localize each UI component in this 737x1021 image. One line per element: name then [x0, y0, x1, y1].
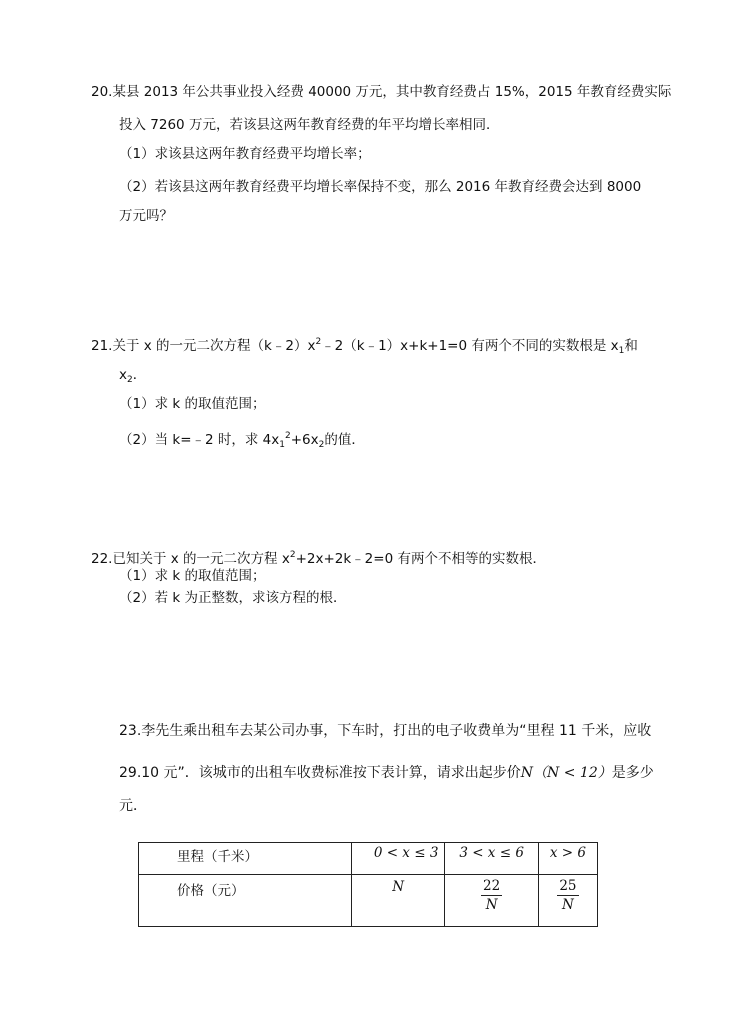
table-cell-price1: N — [352, 875, 445, 927]
table-row — [139, 843, 598, 875]
table-cell-range2: 3 < x ≤ 6 — [445, 843, 538, 875]
q22-line1-b: +2x+2k﹣2=0 有两个不相等的实数根． — [295, 551, 546, 567]
table-cell-label: 里程（千米） — [139, 843, 352, 875]
fare-table — [138, 842, 598, 927]
q21-line1 — [91, 333, 638, 360]
q22-line1-a: 22.已知关于 x 的一元二次方程 x — [91, 551, 290, 567]
q21-line2-a: x — [119, 367, 127, 383]
q23-line2-b: 是多少 — [611, 765, 654, 781]
q21-sub2: 2 — [127, 375, 133, 385]
q20-line1: 20.某县 2013 年公共事业投入经费 40000 万元，其中教育经费占 15%，2015 年教育经费实际 — [91, 84, 672, 100]
q22-line1 — [91, 546, 546, 568]
q21-line1-a: 21.关于 x 的一元二次方程（k﹣2）x — [91, 338, 316, 354]
q21-part2-b: +6x — [290, 432, 319, 448]
fraction-denominator: N — [485, 897, 498, 913]
q22-part1: （1）求 k 的取值范围； — [119, 568, 266, 584]
fraction-22-over-n — [481, 877, 502, 914]
q20-line2: 投入 7260 万元，若该县这两年教育经费的年平均增长率相同． — [119, 117, 500, 133]
q21-line1-b: ﹣2（k﹣1）x+k+1=0 有两个不同的实数根是 x — [321, 338, 619, 354]
table-cell-label: 价格（元） — [139, 875, 352, 927]
q23-line2-a: 29.10 元”．该城市的出租车收费标准按下表计算，请求出起步价 — [119, 765, 521, 781]
fraction-numerator: 22 — [483, 878, 501, 894]
q21-line1-c: 和 — [624, 338, 638, 354]
q20-part2: （2）若该县这两年教育经费平均增长率保持不变，那么 2016 年教育经费会达到 8000 — [119, 179, 642, 195]
table-row — [139, 875, 598, 927]
q21-sub1: 1 — [618, 346, 625, 356]
q21-line2-b: ． — [132, 367, 147, 383]
q21-part2 — [119, 427, 365, 454]
q21-line2 — [119, 366, 146, 389]
table-cell-price2 — [445, 875, 538, 927]
table-cell-range1: 0 < x ≤ 3 — [352, 843, 445, 875]
q21-part2-sub2: 2 — [318, 440, 325, 450]
q20-part1: （1）求该县这两年教育经费平均增长率； — [119, 146, 371, 162]
q22-sup: 2 — [289, 550, 296, 560]
q23-variable: N（N < 12） — [520, 765, 612, 781]
q21-part2-a: （2）当 k=﹣2 时，求 4x — [119, 432, 280, 448]
fraction-numerator: 25 — [559, 878, 577, 894]
q23-line3: 元． — [119, 798, 147, 814]
q23-line1: 23.李先生乘出租车去某公司办事，下车时，打出的电子收费单为“里程 11 千米，应收 — [119, 723, 652, 739]
q21-part2-sup: 2 — [285, 431, 291, 441]
q21-part2-c: 的值． — [324, 432, 365, 448]
table-cell-price3 — [538, 875, 597, 927]
q23-line2 — [119, 764, 654, 782]
q21-sup: 2 — [315, 337, 322, 347]
table-cell-range3: x > 6 — [538, 843, 597, 875]
fraction-denominator: N — [562, 897, 574, 913]
q21-part1: （1）求 k 的取值范围； — [119, 396, 266, 412]
fraction-25-over-n — [557, 877, 578, 914]
q22-part2: （2）若 k 为正整数，求该方程的根． — [119, 590, 347, 606]
q21-part2-sub1: 1 — [279, 440, 285, 450]
q20-part2-cont: 万元吗？ — [119, 208, 173, 224]
